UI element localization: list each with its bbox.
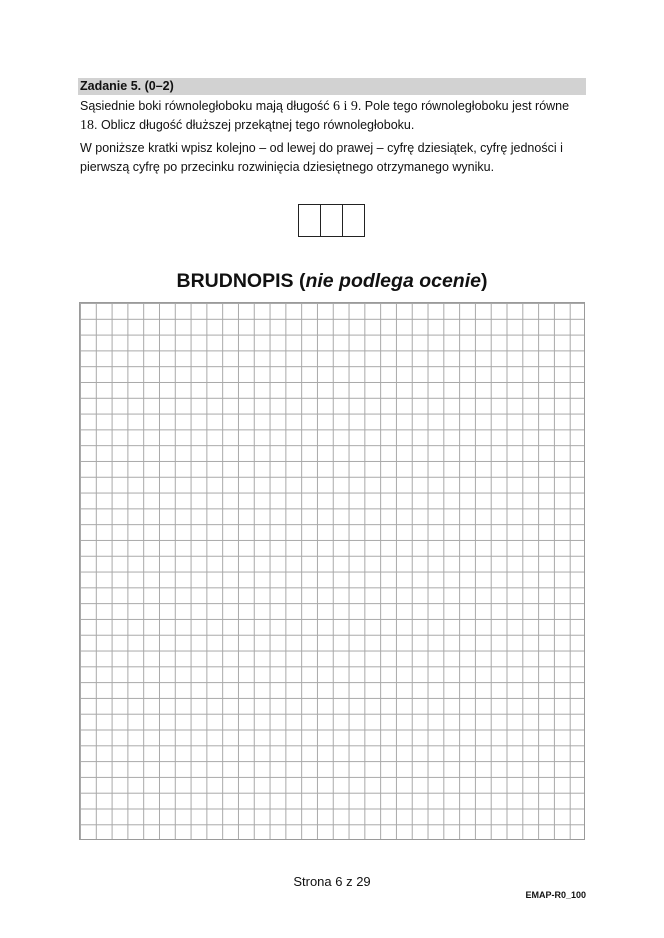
side-length-a: 6 [332,99,340,114]
answer-boxes [298,204,365,237]
task-instruction: W poniższe kratki wpisz kolejno – od lewej do prawej – cyfrę dziesiątek, cyfrę jedności i pierwszą cyfrę po przecinku rozwinięcia dziesiętnego otrzymanego wyniku. [80,141,563,174]
statement-text: . Oblicz długość dłuższej przekątnej tego równoległoboku. [94,118,415,132]
page-number: Strona 6 z 29 [293,874,371,889]
answer-box-tens[interactable] [298,204,321,237]
answer-box-decimal[interactable] [342,204,365,237]
draft-grid[interactable] [79,302,585,840]
statement-text: . Pole tego równoległoboku jest równe [357,99,570,113]
task-header-bar [78,78,586,95]
task-heading: Zadanie 5. (0–2) [80,79,174,93]
area-value: 18 [80,118,94,133]
side-length-b: 9 [350,99,358,114]
answer-box-units[interactable] [320,204,343,237]
draft-title-main: BRUDNOPIS ( [176,270,306,292]
draft-title [0,270,664,293]
draft-title-italic: nie podlega ocenie [305,270,481,292]
draft-title-end: ) [480,270,488,292]
statement-text: i [339,99,351,114]
exam-code: EMAP-R0_100 [525,890,586,900]
task-statement [80,97,586,135]
statement-text: Sąsiednie boki równoległoboku mają długość [80,99,333,113]
